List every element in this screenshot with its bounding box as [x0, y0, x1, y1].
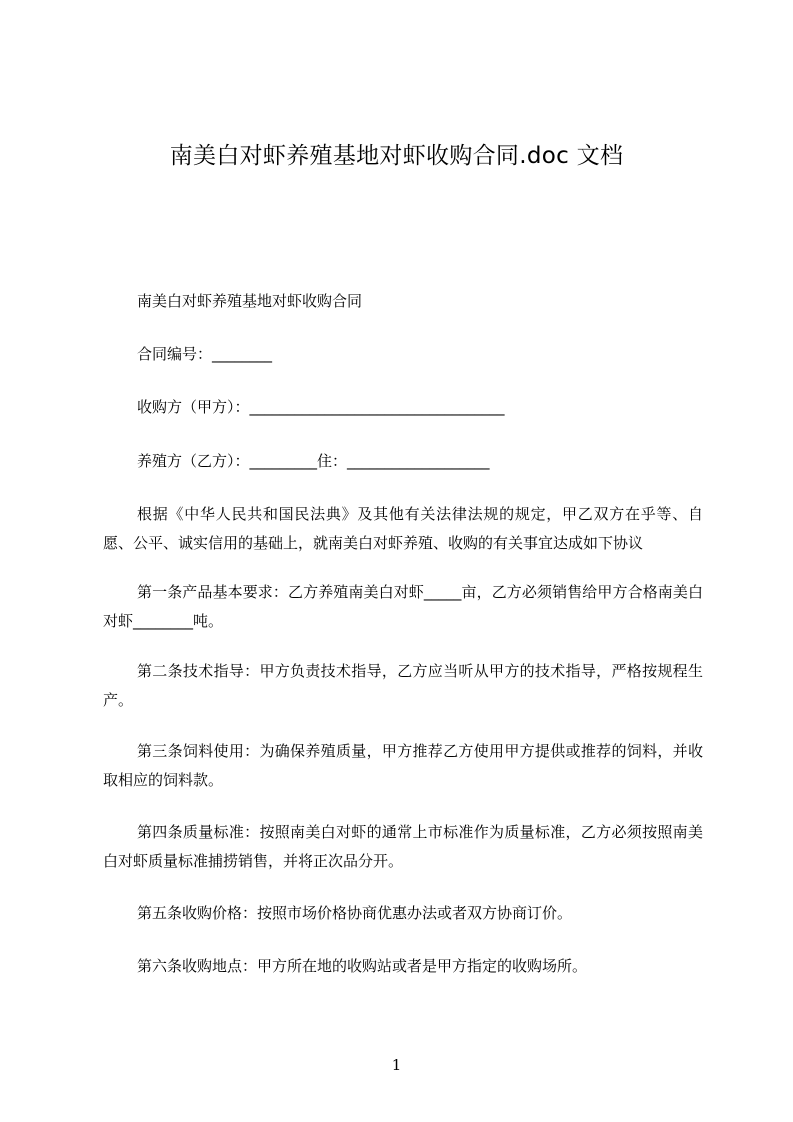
buyer-line: 收购方（甲方）：__________________________________ — [137, 398, 505, 416]
article-6: 第六条收购地点：甲方所在地的收购站或者是甲方指定的收购场所。 — [137, 957, 588, 975]
article-4: 第四条质量标准：按照南美白对虾的通常上市标准作为质量标准，乙方必须按照南美白对虾质量标准捕捞销售，并将正次品分开。 — [103, 823, 703, 870]
farmer-line: 养殖方（乙方）：_________住：___________________ — [137, 452, 490, 470]
page-number: 1 — [391, 1056, 402, 1074]
article-2: 第二条技术指导：甲方负责技术指导，乙方应当听从甲方的技术指导，严格按规程生产。 — [103, 662, 703, 709]
preamble-paragraph: 根据《中华人民共和国民法典》及其他有关法律法规的规定，甲乙双方在乎等、自愿、公平、诚实信用的基础上，就南美白对虾养殖、收购的有关事宜达成如下协议 — [103, 505, 703, 552]
contract-heading: 南美白对虾养殖基地对虾收购合同 — [137, 292, 363, 310]
article-1: 第一条产品基本要求：乙方养殖南美白对虾_____亩，乙方必须销售给甲方合格南美白对虾________吨。 — [103, 583, 703, 630]
document-title: 南美白对虾养殖基地对虾收购合同.doc 文档 — [169, 143, 624, 169]
article-5: 第五条收购价格：按照市场价格协商优惠办法或者双方协商订价。 — [137, 904, 573, 922]
contract-number: 合同编号：________ — [137, 345, 273, 363]
article-3: 第三条饲料使用：为确保养殖质量，甲方推荐乙方使用甲方提供或推荐的饲料，并收取相应的饲料款。 — [103, 742, 703, 789]
